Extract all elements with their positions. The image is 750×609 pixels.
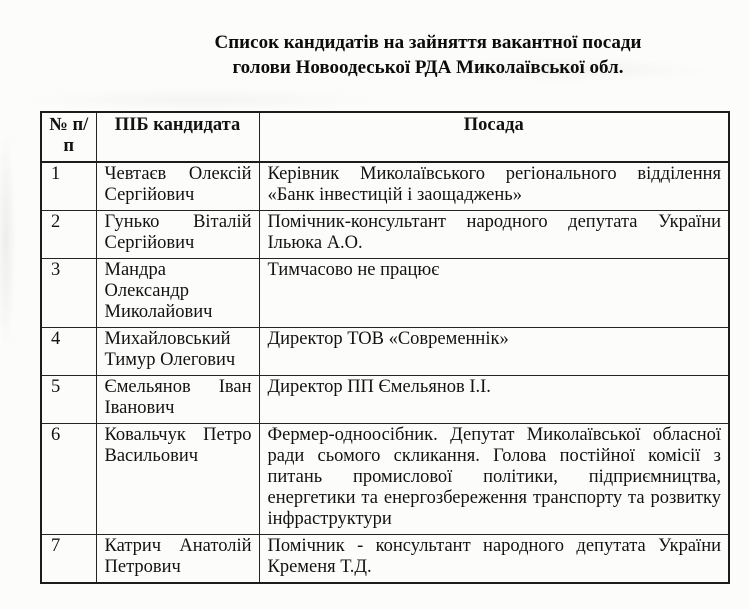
page-title bbox=[132, 30, 724, 80]
table-row bbox=[41, 376, 729, 424]
candidate-position-cell: Директор ПП Ємельянов І.І. bbox=[259, 376, 729, 424]
table-row bbox=[41, 535, 729, 584]
table-row bbox=[41, 259, 729, 328]
candidate-position-cell: Помічник-консультант народного депутата України Ільюка А.О. bbox=[259, 211, 729, 259]
candidate-number-cell: 6 bbox=[41, 424, 96, 535]
candidate-number-cell: 7 bbox=[41, 535, 96, 584]
candidate-name-cell: Ковальчук Петро Васильович bbox=[96, 424, 259, 535]
table-row bbox=[41, 211, 729, 259]
candidate-name-cell: Михайловський Тимур Олегович bbox=[96, 328, 259, 376]
header-cell-name: ПІБ кандидата bbox=[96, 112, 259, 162]
candidate-position-cell: Фермер-одноосібник. Депутат Миколаївської обласної ради сьомого скликання. Голова постійної комісії з питань промислової політики, підприємництва, енергетики та енергозбереження транспорту та розвитку інфраструктури bbox=[259, 424, 729, 535]
candidate-position-cell: Керівник Миколаївського регіонального відділення «Банк інвестицій і заощаджень» bbox=[259, 162, 729, 211]
page-title-line-1: Список кандидатів на зайняття вакантної посади bbox=[214, 32, 642, 53]
table-row bbox=[41, 328, 729, 376]
page-title-line-2: голови Новоодеської РДА Миколаївської обл. bbox=[232, 57, 624, 78]
candidates-table-body bbox=[41, 162, 729, 583]
candidate-number-cell: 5 bbox=[41, 376, 96, 424]
candidate-name-cell: Катрич Анатолій Петрович bbox=[96, 535, 259, 584]
candidate-position-cell: Директор ТОВ «Современнік» bbox=[259, 328, 729, 376]
candidate-name-cell: Ємельянов Іван Іванович bbox=[96, 376, 259, 424]
candidate-number-cell: 2 bbox=[41, 211, 96, 259]
candidate-position-cell: Тимчасово не працює bbox=[259, 259, 729, 328]
candidate-number-cell: 4 bbox=[41, 328, 96, 376]
candidate-number-cell: 3 bbox=[41, 259, 96, 328]
candidates-table bbox=[40, 111, 730, 584]
candidate-name-cell: Чевтаєв Олексій Сергійович bbox=[96, 162, 259, 211]
candidates-table-header bbox=[41, 112, 729, 162]
candidate-position-cell: Помічник - консультант народного депутата України Кременя Т.Д. bbox=[259, 535, 729, 584]
candidates-table-container bbox=[40, 111, 728, 584]
header-cell-position: Посада bbox=[259, 112, 729, 162]
header-cell-number: № п/п bbox=[41, 112, 96, 162]
table-row bbox=[41, 424, 729, 535]
candidate-name-cell: Мандра Олександр Миколайович bbox=[96, 259, 259, 328]
candidate-name-cell: Гунько Віталій Сергійович bbox=[96, 211, 259, 259]
header-row bbox=[41, 112, 729, 162]
candidate-number-cell: 1 bbox=[41, 162, 96, 211]
table-row bbox=[41, 162, 729, 211]
